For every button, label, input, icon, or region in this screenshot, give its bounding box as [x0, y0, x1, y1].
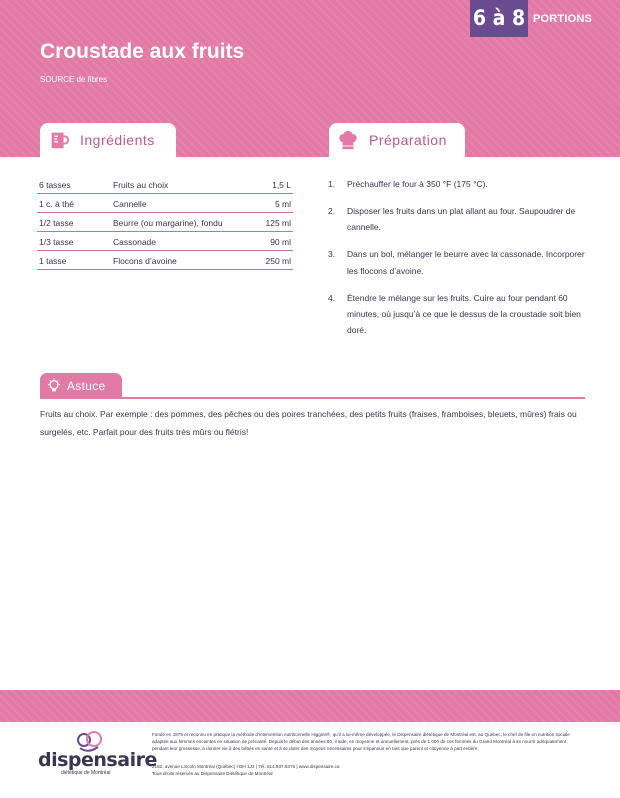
ingredient-vol: 125 ml — [255, 213, 293, 232]
ingredients-table — [37, 175, 293, 270]
table-row — [37, 213, 293, 232]
step-number: 4. — [328, 292, 336, 303]
preparation-heading: Préparation — [369, 132, 447, 148]
step-text: Étendre le mélange sur les fruits. Cuire au four pendant 60 minutes, où jusqu’à ce que le dessus de la croustade soit bien doré. — [347, 292, 581, 335]
ingredient-vol: 5 ml — [255, 194, 293, 213]
ingredients-heading: Ingrédients — [80, 132, 155, 148]
ingredient-qty: 1 c. à thé — [37, 194, 111, 213]
ingredients-tab — [40, 123, 176, 157]
ingredient-item: Cassonade — [111, 232, 255, 251]
list-item — [328, 176, 588, 192]
footer-address: 2182, avenue Lincoln Montréal (Québec) H3H 1J3 | Tél. 514.937.5375 | www.dispensaire.ca — [152, 764, 340, 769]
measuring-cup-icon — [48, 129, 70, 151]
table-row — [37, 194, 293, 213]
lightbulb-icon — [46, 378, 62, 394]
astuce-text: Fruits au choix. Par exemple : des pommes, des pêches ou des poires tranchées, des petits fruits (fraises, framboises, bleuets, mûres) frais ou surgelés, etc. Parfait pour des fruits très mûrs ou flétris! — [40, 409, 577, 438]
ingredient-qty: 1 tasse — [37, 251, 111, 270]
footer-address-block — [152, 763, 339, 777]
astuce-divider — [40, 397, 585, 399]
footer-description: Fondé en 1879 et reconnu en pratique la méthode d’intervention nutritionnelle Higgins®, qu’il a lui-même développée, le Dispensaire diététique de Montréal est, au Québec, le chef de file en nutrition sociale adaptée aux femmes enceintes en situation de précarité. Depuis le début des années 60, il aide, en moyenne et annuellement, près de 1 000 de ces femmes du Grand Montréal à se nourrir adéquatement pendant leur grossesse, à donner vie à des bébés en santé et à se doter des moyens nécessaires pour s’épanouir en tant que parent et citoyenne à part entière. — [152, 732, 570, 752]
footer-band — [0, 690, 620, 722]
ingredient-item: Beurre (ou margarine), fondu — [111, 213, 255, 232]
preparation-tab — [329, 123, 465, 157]
list-item — [328, 290, 588, 338]
table-row — [37, 251, 293, 270]
step-number: 2. — [328, 206, 336, 217]
ingredient-vol: 250 ml — [255, 251, 293, 270]
ingredient-vol: 1,5 L — [255, 175, 293, 194]
ingredient-qty: 6 tasses — [37, 175, 111, 194]
ingredient-item: Fruits au choix — [111, 175, 255, 194]
portions-badge: 6 à 8 — [470, 0, 528, 37]
table-row — [37, 175, 293, 194]
recipe-title: Croustade aux fruits — [40, 40, 245, 63]
table-row — [37, 232, 293, 251]
logo-wordmark: dispensaire — [38, 749, 157, 771]
astuce-tab — [40, 373, 122, 399]
astuce-heading: Astuce — [67, 379, 106, 393]
recipe-subtitle: SOURCE de fibres — [40, 75, 108, 84]
step-number: 3. — [328, 249, 336, 260]
ingredient-item: Cannelle — [111, 194, 255, 213]
list-item — [328, 246, 588, 278]
step-text: Préchauffer le four à 350 °F (175 °C). — [347, 179, 488, 189]
preparation-steps — [328, 176, 588, 349]
step-text: Disposer les fruits dans un plat allant au four. Saupoudrer de cannelle. — [347, 206, 576, 233]
list-item — [328, 203, 588, 235]
portions-label: PORTIONS — [533, 13, 593, 25]
chef-hat-icon — [337, 129, 359, 151]
logo-subtitle: diététique de Montréal — [61, 770, 111, 776]
ingredient-item: Flocons d’avoine — [111, 251, 255, 270]
ingredient-qty: 1/2 tasse — [37, 213, 111, 232]
step-text: Dans un bol, mélanger le beurre avec la cassonade. Incorporer les flocons d’avoine. — [347, 249, 585, 276]
ingredient-qty: 1/3 tasse — [37, 232, 111, 251]
ingredient-vol: 90 ml — [255, 232, 293, 251]
step-number: 1. — [328, 179, 336, 189]
footer-rights: Tous droits réservés au Dispensaire Diététique de Montréal — [152, 771, 273, 777]
